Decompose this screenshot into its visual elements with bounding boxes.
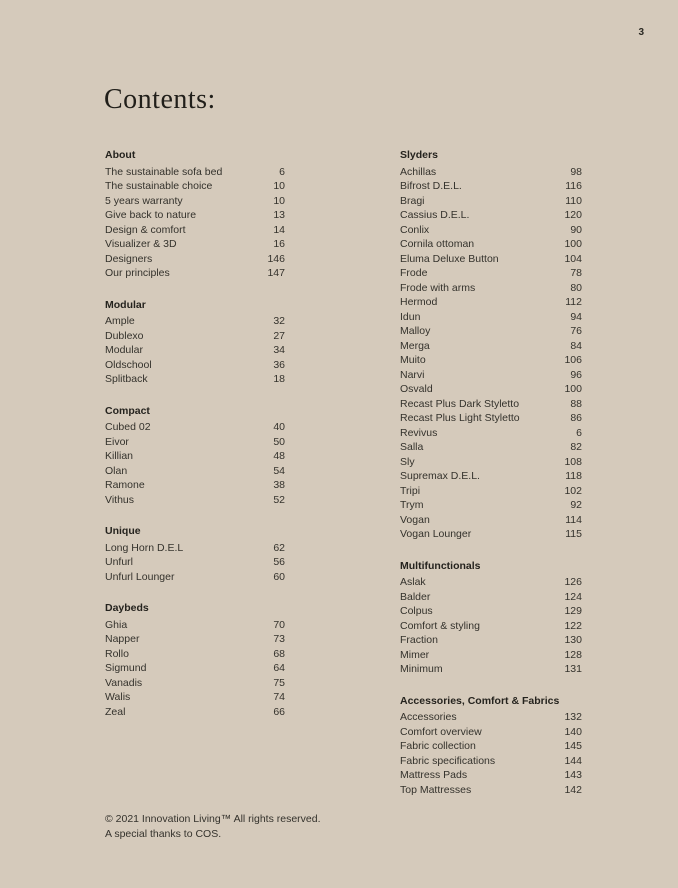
toc-item-page: 129 bbox=[564, 605, 582, 617]
toc-item-label: Fraction bbox=[400, 634, 438, 646]
toc-item-page: 110 bbox=[565, 194, 582, 207]
toc-item-label: Modular bbox=[105, 344, 143, 356]
toc-section-items bbox=[105, 165, 285, 281]
toc-item-page: 13 bbox=[273, 209, 285, 221]
toc-row bbox=[105, 570, 285, 585]
toc-row bbox=[105, 343, 285, 358]
toc-item-label: Bragi bbox=[400, 194, 425, 207]
toc-row bbox=[400, 498, 582, 513]
toc-row bbox=[105, 165, 285, 180]
toc-row bbox=[105, 449, 285, 464]
toc-item-label: Frode with arms bbox=[400, 281, 476, 294]
toc-item-label: Accessories bbox=[400, 711, 457, 723]
toc-item-label: Recast Plus Light Styletto bbox=[400, 412, 520, 424]
toc-item-page: 114 bbox=[565, 513, 582, 526]
toc-row bbox=[400, 179, 582, 194]
toc-section bbox=[400, 148, 582, 542]
toc-item-page: 96 bbox=[570, 368, 582, 381]
toc-item-page: 108 bbox=[564, 455, 582, 468]
toc-row bbox=[400, 310, 582, 325]
toc-row bbox=[400, 725, 582, 740]
toc-item-label: Colpus bbox=[400, 605, 433, 617]
toc-row bbox=[400, 575, 582, 590]
toc-item-page: 115 bbox=[565, 528, 582, 540]
toc-item-label: Long Horn D.E.L bbox=[105, 541, 184, 554]
toc-item-label: Achillas bbox=[400, 165, 437, 178]
toc-item-label: Give back to nature bbox=[105, 209, 197, 221]
toc-row bbox=[400, 368, 582, 383]
toc-item-page: 90 bbox=[570, 223, 582, 236]
toc-item-page: 56 bbox=[273, 556, 285, 568]
toc-item-page: 132 bbox=[564, 711, 582, 723]
toc-item-page: 142 bbox=[564, 783, 582, 796]
toc-item-label: Walis bbox=[105, 691, 131, 703]
toc-item-page: 116 bbox=[565, 180, 582, 192]
toc-row bbox=[400, 662, 582, 677]
toc-row bbox=[400, 266, 582, 281]
toc-row bbox=[400, 469, 582, 484]
toc-item-label: Top Mattresses bbox=[400, 783, 472, 796]
toc-item-page: 32 bbox=[273, 315, 285, 327]
toc-item-label: Ghia bbox=[105, 618, 128, 631]
toc-row bbox=[400, 353, 582, 368]
toc-section-items bbox=[105, 420, 285, 507]
toc-row bbox=[400, 411, 582, 426]
toc-item-page: 82 bbox=[570, 441, 582, 453]
toc-section-items bbox=[105, 541, 285, 585]
toc-row bbox=[400, 513, 582, 528]
toc-item-label: Osvald bbox=[400, 383, 433, 395]
footer-copyright: © 2021 Innovation Living™ All rights reserved. bbox=[105, 813, 321, 825]
toc-section bbox=[105, 298, 285, 387]
toc-item-page: 122 bbox=[564, 619, 582, 632]
toc-item-page: 34 bbox=[273, 344, 285, 356]
toc-item-label: Designers bbox=[105, 252, 153, 265]
toc-section-title: Slyders bbox=[400, 149, 438, 161]
toc-item-page: 94 bbox=[570, 310, 582, 323]
toc-item-page: 100 bbox=[564, 383, 582, 395]
toc-row bbox=[105, 266, 285, 281]
toc-item-page: 120 bbox=[564, 209, 582, 221]
toc-item-page: 145 bbox=[564, 740, 582, 752]
toc-item-label: Vogan bbox=[400, 513, 430, 526]
toc-item-page: 84 bbox=[570, 339, 582, 352]
toc-row bbox=[400, 339, 582, 354]
toc-row bbox=[400, 324, 582, 339]
toc-row bbox=[400, 633, 582, 648]
toc-item-label: Visualizer & 3D bbox=[105, 238, 177, 250]
toc-item-page: 75 bbox=[273, 676, 285, 689]
toc-row bbox=[400, 455, 582, 470]
toc-item-label: Frode bbox=[400, 267, 428, 279]
toc-row bbox=[105, 237, 285, 252]
toc-item-label: Minimum bbox=[400, 663, 443, 675]
toc-row bbox=[400, 194, 582, 209]
toc-row bbox=[400, 590, 582, 605]
toc-section-title: About bbox=[105, 149, 136, 161]
toc-item-page: 64 bbox=[273, 662, 285, 674]
toc-row bbox=[105, 179, 285, 194]
toc-row bbox=[400, 426, 582, 441]
contents-columns bbox=[105, 148, 582, 814]
toc-row bbox=[105, 690, 285, 705]
toc-item-page: 70 bbox=[273, 618, 285, 631]
toc-item-label: Mimer bbox=[400, 648, 430, 661]
toc-row bbox=[105, 618, 285, 633]
toc-item-page: 78 bbox=[570, 267, 582, 279]
toc-item-label: Revivus bbox=[400, 426, 438, 439]
toc-item-label: The sustainable sofa bed bbox=[105, 165, 223, 178]
toc-section-title: Multifunctionals bbox=[400, 559, 481, 572]
toc-item-label: Olan bbox=[105, 464, 128, 477]
toc-item-page: 48 bbox=[273, 450, 285, 462]
toc-row bbox=[105, 208, 285, 223]
contents-column-left bbox=[105, 148, 285, 814]
toc-item-page: 27 bbox=[273, 329, 285, 342]
toc-item-page: 80 bbox=[570, 281, 582, 294]
toc-item-page: 126 bbox=[564, 576, 582, 588]
toc-section-items bbox=[105, 314, 285, 387]
toc-section-title: Compact bbox=[105, 404, 150, 417]
toc-item-label: Sly bbox=[400, 455, 415, 468]
toc-item-label: Unfurl bbox=[105, 556, 134, 568]
toc-item-page: 124 bbox=[564, 590, 582, 603]
toc-row bbox=[400, 783, 582, 798]
toc-item-label: Merga bbox=[400, 339, 430, 352]
toc-item-page: 73 bbox=[273, 633, 285, 645]
toc-item-label: Design & comfort bbox=[105, 223, 186, 236]
toc-section-items bbox=[400, 165, 582, 542]
toc-item-page: 60 bbox=[273, 570, 285, 583]
page-number: 3 bbox=[638, 27, 644, 38]
toc-row bbox=[400, 165, 582, 180]
toc-item-page: 144 bbox=[564, 754, 582, 767]
toc-row bbox=[105, 252, 285, 267]
toc-item-page: 6 bbox=[576, 426, 582, 439]
toc-section bbox=[400, 559, 582, 677]
toc-item-label: Dublexo bbox=[105, 329, 144, 342]
toc-section-title: Accessories, Comfort & Fabrics bbox=[400, 694, 560, 707]
toc-item-label: Fabric specifications bbox=[400, 754, 496, 767]
toc-item-page: 92 bbox=[570, 499, 582, 511]
toc-item-page: 147 bbox=[267, 267, 285, 279]
toc-row bbox=[400, 252, 582, 267]
toc-item-page: 66 bbox=[273, 705, 285, 718]
toc-row bbox=[400, 281, 582, 296]
toc-section-items bbox=[400, 575, 582, 677]
toc-item-label: Vithus bbox=[105, 493, 134, 506]
toc-item-label: Comfort & styling bbox=[400, 619, 480, 632]
toc-row bbox=[105, 435, 285, 450]
toc-item-label: Comfort overview bbox=[400, 725, 482, 738]
toc-item-page: 118 bbox=[565, 470, 582, 482]
toc-item-page: 143 bbox=[564, 769, 582, 781]
toc-item-page: 52 bbox=[273, 493, 285, 506]
toc-row bbox=[400, 619, 582, 634]
toc-row bbox=[105, 358, 285, 373]
toc-item-label: Eivor bbox=[105, 435, 129, 448]
toc-item-label: Splitback bbox=[105, 373, 148, 385]
toc-item-page: 131 bbox=[564, 663, 582, 675]
toc-row bbox=[400, 648, 582, 663]
toc-item-page: 50 bbox=[273, 435, 285, 448]
toc-item-label: Sigmund bbox=[105, 662, 147, 674]
toc-row bbox=[105, 478, 285, 493]
toc-section bbox=[105, 148, 285, 281]
toc-item-page: 130 bbox=[564, 634, 582, 646]
toc-item-label: Supremax D.E.L. bbox=[400, 470, 480, 482]
toc-section bbox=[105, 524, 285, 584]
toc-row bbox=[105, 661, 285, 676]
toc-item-page: 146 bbox=[267, 252, 285, 265]
toc-row bbox=[105, 372, 285, 387]
toc-item-page: 54 bbox=[273, 464, 285, 477]
toc-row bbox=[400, 739, 582, 754]
toc-row bbox=[105, 194, 285, 209]
toc-row bbox=[400, 223, 582, 238]
toc-item-label: Killian bbox=[105, 450, 134, 462]
page-title: Contents: bbox=[104, 84, 216, 115]
footer-thanks: A special thanks to COS. bbox=[105, 828, 222, 840]
toc-item-page: 106 bbox=[564, 354, 582, 366]
toc-row bbox=[400, 484, 582, 499]
toc-section-items bbox=[105, 618, 285, 720]
toc-item-page: 98 bbox=[570, 165, 582, 178]
toc-section-title: Modular bbox=[105, 298, 146, 311]
toc-item-label: Mattress Pads bbox=[400, 769, 468, 781]
toc-item-label: Hermod bbox=[400, 296, 438, 308]
toc-item-label: Cornila ottoman bbox=[400, 238, 475, 250]
toc-row bbox=[400, 440, 582, 455]
toc-section-title: Unique bbox=[105, 525, 141, 537]
toc-item-page: 10 bbox=[273, 194, 285, 207]
toc-item-label: Tripi bbox=[400, 484, 421, 497]
toc-item-label: Bifrost D.E.L. bbox=[400, 180, 462, 192]
toc-row bbox=[400, 382, 582, 397]
toc-item-label: Cassius D.E.L. bbox=[400, 209, 470, 221]
toc-row bbox=[400, 604, 582, 619]
toc-row bbox=[105, 464, 285, 479]
toc-item-label: Vogan Lounger bbox=[400, 528, 472, 540]
footer bbox=[105, 812, 321, 842]
toc-item-page: 104 bbox=[564, 252, 582, 265]
toc-item-label: Fabric collection bbox=[400, 740, 476, 752]
toc-item-page: 74 bbox=[273, 691, 285, 703]
toc-row bbox=[105, 676, 285, 691]
toc-item-label: Narvi bbox=[400, 368, 425, 381]
toc-item-label: The sustainable choice bbox=[105, 180, 213, 192]
toc-item-label: Aslak bbox=[400, 576, 426, 588]
toc-item-label: Balder bbox=[400, 590, 431, 603]
toc-item-label: Eluma Deluxe Button bbox=[400, 252, 499, 265]
toc-item-page: 86 bbox=[570, 412, 582, 424]
toc-item-label: Muito bbox=[400, 354, 426, 366]
toc-item-label: Ramone bbox=[105, 479, 145, 491]
toc-item-page: 100 bbox=[564, 238, 582, 250]
toc-item-label: Trym bbox=[400, 499, 424, 511]
toc-item-label: Salla bbox=[400, 441, 424, 453]
toc-row bbox=[400, 768, 582, 783]
toc-section-items bbox=[400, 710, 582, 797]
toc-item-label: Unfurl Lounger bbox=[105, 570, 175, 583]
toc-section bbox=[400, 694, 582, 798]
toc-item-label: Idun bbox=[400, 310, 421, 323]
toc-row bbox=[400, 397, 582, 412]
toc-item-page: 76 bbox=[570, 325, 582, 337]
toc-row bbox=[400, 527, 582, 542]
toc-item-page: 6 bbox=[279, 165, 285, 178]
toc-item-label: Conlix bbox=[400, 223, 430, 236]
toc-item-page: 36 bbox=[273, 358, 285, 371]
toc-item-label: Vanadis bbox=[105, 676, 143, 689]
toc-row bbox=[105, 647, 285, 662]
toc-item-page: 38 bbox=[273, 479, 285, 491]
toc-item-label: Zeal bbox=[105, 705, 126, 718]
toc-row bbox=[105, 329, 285, 344]
toc-item-page: 10 bbox=[273, 180, 285, 192]
toc-row bbox=[105, 632, 285, 647]
toc-row bbox=[400, 237, 582, 252]
toc-row bbox=[400, 295, 582, 310]
toc-item-page: 40 bbox=[273, 421, 285, 433]
toc-item-label: Ample bbox=[105, 315, 135, 327]
toc-row bbox=[400, 710, 582, 725]
toc-item-label: 5 years warranty bbox=[105, 194, 183, 207]
toc-item-page: 102 bbox=[564, 484, 582, 497]
toc-item-label: Recast Plus Dark Styletto bbox=[400, 397, 520, 410]
toc-item-page: 140 bbox=[564, 725, 582, 738]
toc-item-label: Napper bbox=[105, 633, 140, 645]
toc-row bbox=[400, 208, 582, 223]
toc-row bbox=[105, 420, 285, 435]
contents-column-right bbox=[400, 148, 582, 814]
toc-row bbox=[105, 555, 285, 570]
toc-row bbox=[105, 493, 285, 508]
toc-item-page: 62 bbox=[273, 541, 285, 554]
toc-row bbox=[105, 705, 285, 720]
toc-row bbox=[105, 314, 285, 329]
toc-section bbox=[105, 404, 285, 508]
toc-item-page: 128 bbox=[564, 648, 582, 661]
toc-section-title: Daybeds bbox=[105, 602, 149, 614]
toc-row bbox=[400, 754, 582, 769]
toc-item-label: Oldschool bbox=[105, 358, 152, 371]
toc-item-page: 14 bbox=[273, 223, 285, 236]
toc-row bbox=[105, 223, 285, 238]
toc-item-label: Rollo bbox=[105, 647, 129, 660]
toc-item-page: 112 bbox=[565, 296, 582, 308]
toc-item-label: Our principles bbox=[105, 267, 170, 279]
toc-section bbox=[105, 601, 285, 719]
toc-item-label: Cubed 02 bbox=[105, 421, 151, 433]
toc-item-page: 16 bbox=[273, 238, 285, 250]
toc-item-page: 88 bbox=[570, 397, 582, 410]
toc-item-label: Malloy bbox=[400, 325, 431, 337]
toc-item-page: 68 bbox=[273, 647, 285, 660]
toc-item-page: 18 bbox=[273, 373, 285, 385]
toc-row bbox=[105, 541, 285, 556]
